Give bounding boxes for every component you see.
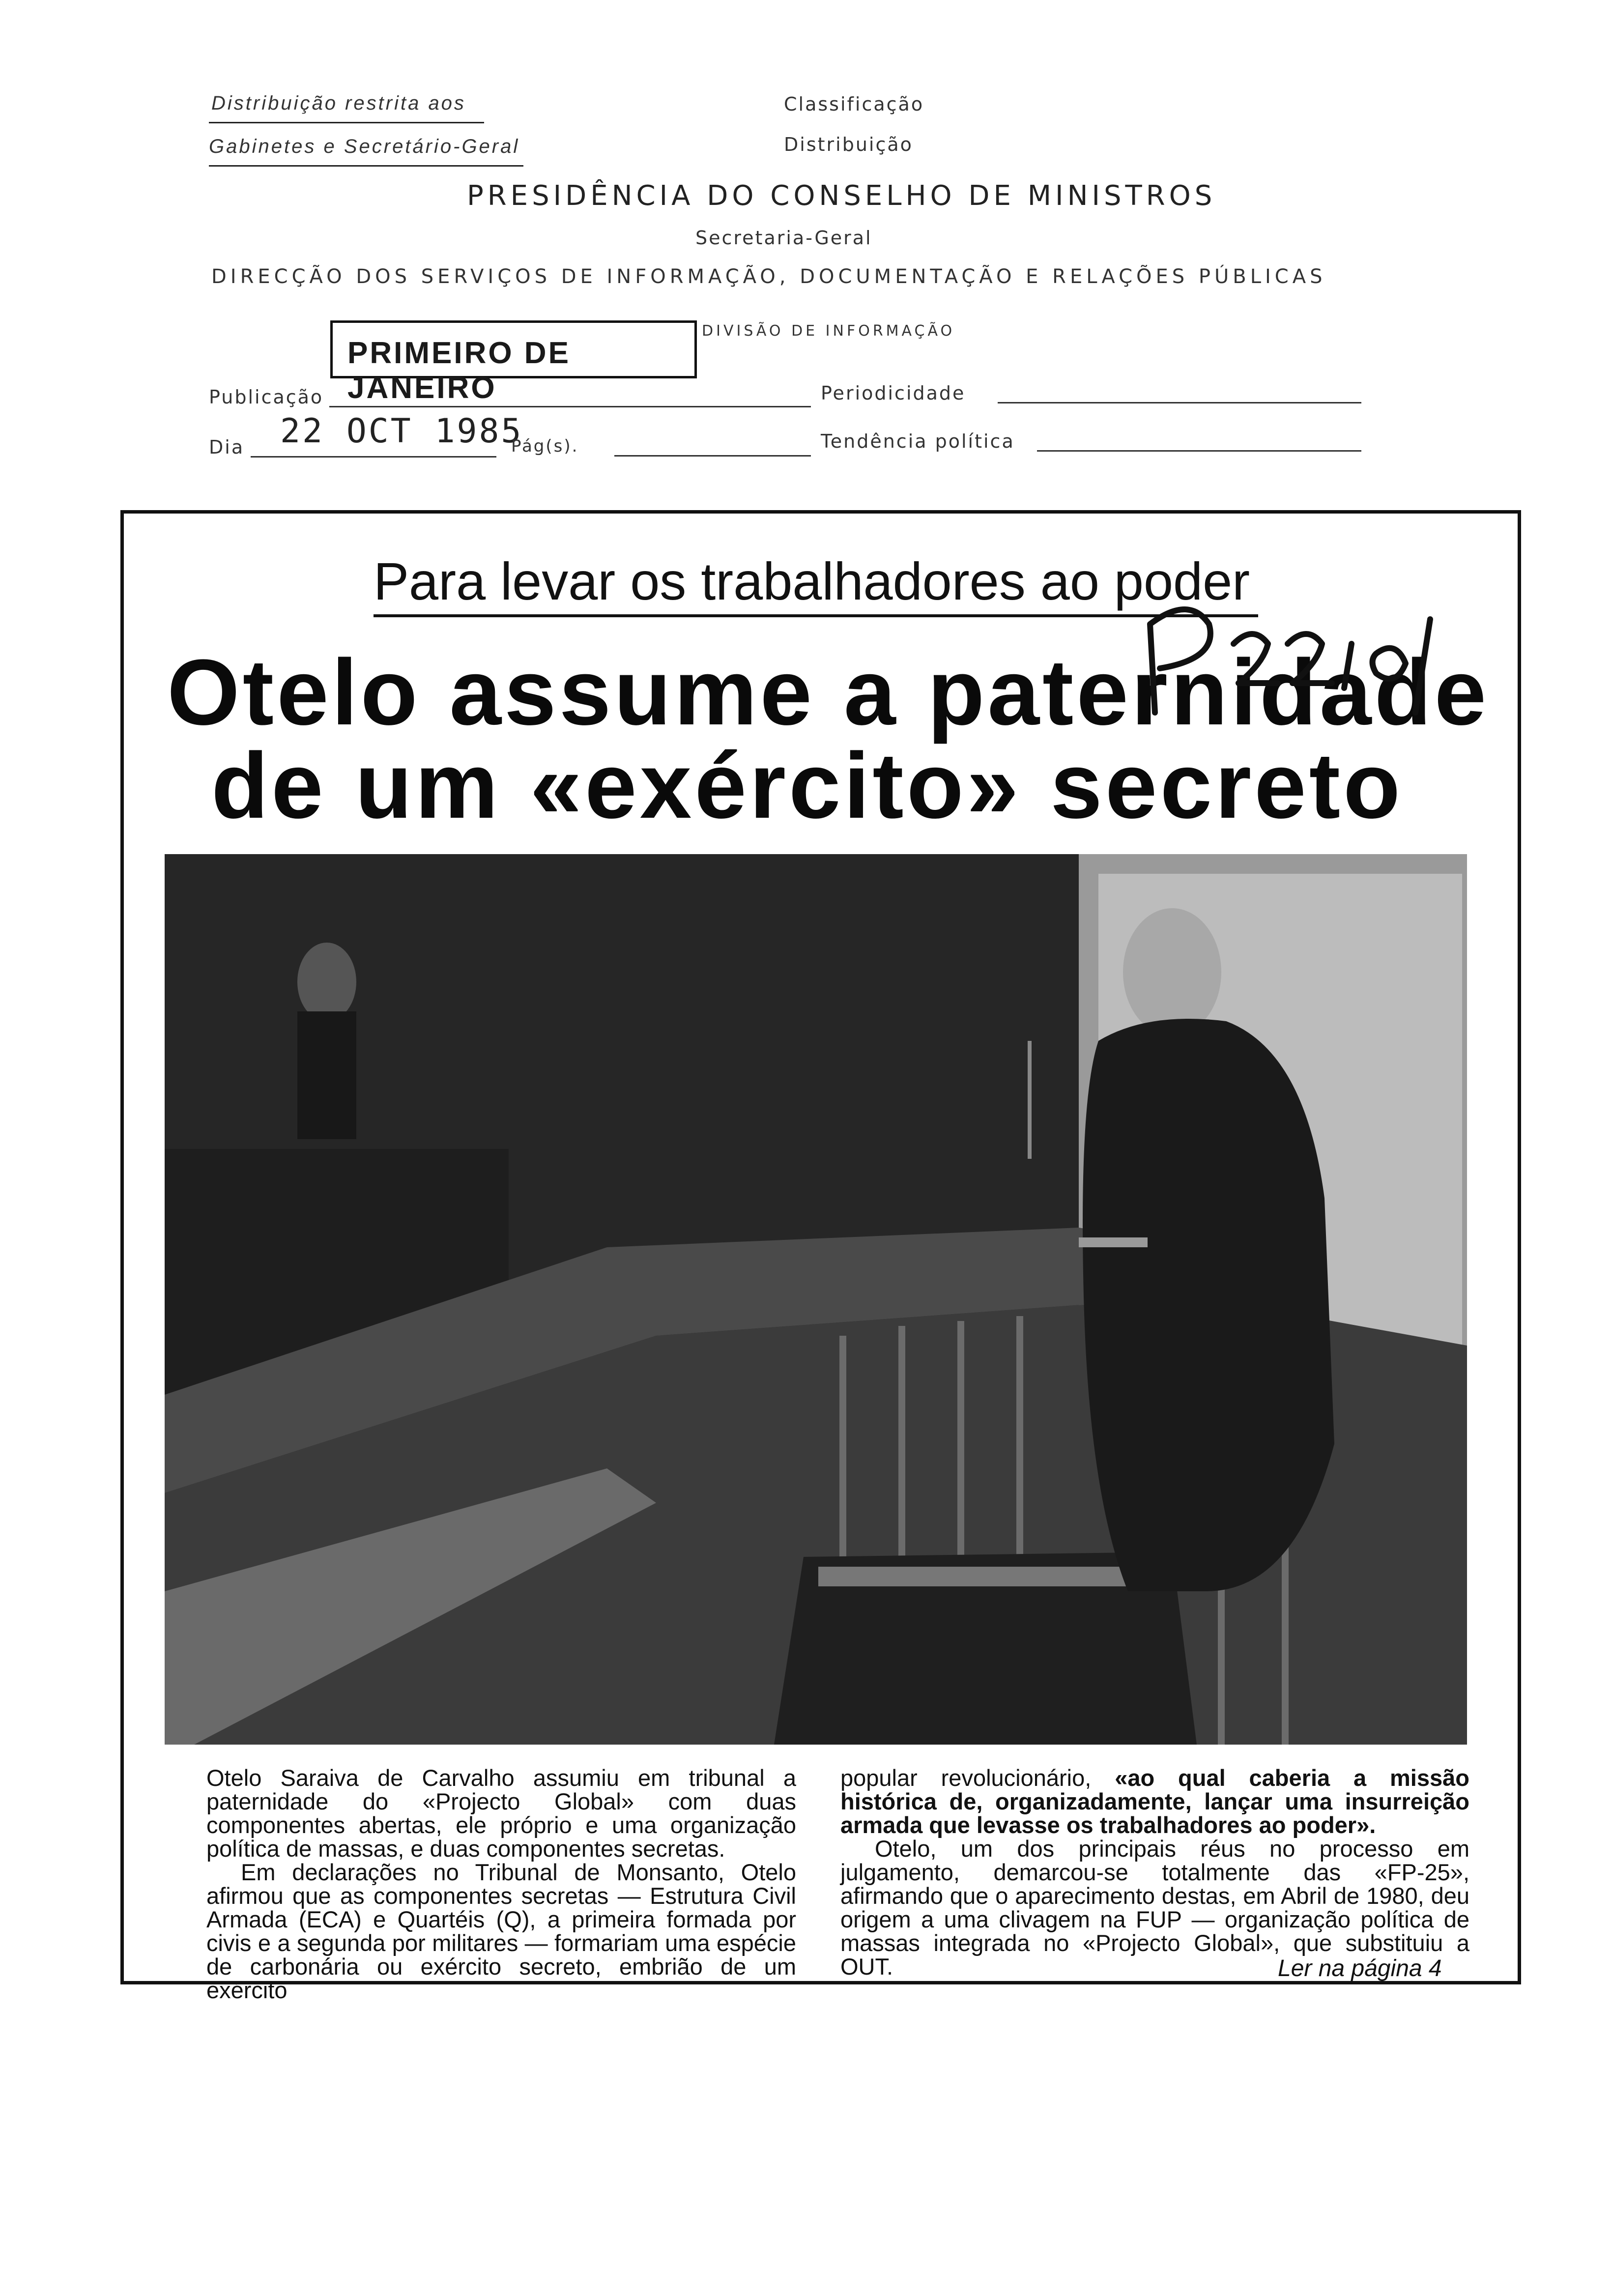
divider — [209, 122, 484, 123]
article-kicker: Para levar os trabalhadores ao poder — [374, 551, 1250, 611]
political-tendency-field-line — [1037, 450, 1361, 452]
headline-line1: Otelo assume a paternidade — [167, 640, 1490, 745]
column1-paragraph1: Otelo Saraiva de Carvalho assumiu em tribunal a paternidade do «Projecto Global» com duas componentes abertas, ele próprio e uma organização política de massas, e duas componentes secretas. — [206, 1765, 796, 1862]
article-column-2 — [840, 1766, 1469, 1979]
restricted-distribution-line1: Distribuição restrita aos — [211, 92, 466, 114]
publication-label: Publicação — [209, 386, 324, 408]
division-label: DIVISÃO DE INFORMAÇÃO — [702, 322, 955, 340]
classification-label: Classificação — [784, 93, 924, 115]
divider — [209, 165, 523, 167]
column2-paragraph1-quote: «ao qual caberia a missão histórica de, organizadamente, lançar uma insurreição armada que levasse os trabalhadores ao poder». — [840, 1765, 1469, 1838]
page-field-line — [614, 455, 811, 457]
day-label: Dia — [209, 436, 245, 458]
column2-paragraph1 — [840, 1766, 1469, 1837]
handwritten-annotation — [1121, 565, 1465, 727]
courtroom-photo — [165, 854, 1467, 1745]
publication-stamp — [330, 320, 697, 405]
headline-line2: de um «exército» secreto — [211, 734, 1404, 838]
column1-paragraph2: Em declarações no Tribunal de Monsanto, Otelo afirmou que as componentes secretas — Estrutura Civil Armada (ECA) e Quartéis (Q), a primeira formada por civis e a segunda por militares — formariam uma espécie de carbonária ou exército secreto, embrião de um exército — [206, 1859, 796, 2003]
continued-on-page: Ler na página 4 — [1278, 1955, 1442, 1981]
column2-paragraph2: Otelo, um dos principais réus no processo em julgamento, demarcou-se totalmente das «FP-25», afirmando que o aparecimento destas, em Abril de 1980, deu origem a uma clivagem na FUP — organização política de massas integrada no «Projecto Global», que substituiu a OUT. — [840, 1836, 1469, 1980]
restricted-distribution-line2: Gabinetes e Secretário-Geral — [209, 136, 520, 157]
column2-paragraph1-plain: popular revolucionário, — [840, 1765, 1115, 1791]
directorate-title: DIRECÇÃO DOS SERVIÇOS DE INFORMAÇÃO, DOCUMENTAÇÃO E RELAÇÕES PÚBLICAS — [211, 265, 1326, 288]
distribution-label: Distribuição — [784, 134, 913, 155]
periodicity-label: Periodicidade — [821, 382, 966, 404]
periodicity-field-line — [998, 402, 1361, 403]
presidency-title: PRESIDÊNCIA DO CONSELHO DE MINISTROS — [467, 180, 1216, 212]
political-tendency-label: Tendência política — [821, 430, 1015, 452]
secretariat-title: Secretaria-Geral — [695, 227, 872, 249]
courtroom-photo-drawing — [165, 854, 1467, 1745]
article-column-1 — [206, 1766, 796, 2002]
day-value: 22 OCT 1985 — [280, 412, 523, 451]
publication-name: PRIMEIRO DE JANEIRO — [347, 336, 571, 405]
publication-field-line — [329, 406, 811, 407]
page-label: Pág(s). — [511, 436, 579, 456]
day-field-line — [251, 456, 496, 458]
